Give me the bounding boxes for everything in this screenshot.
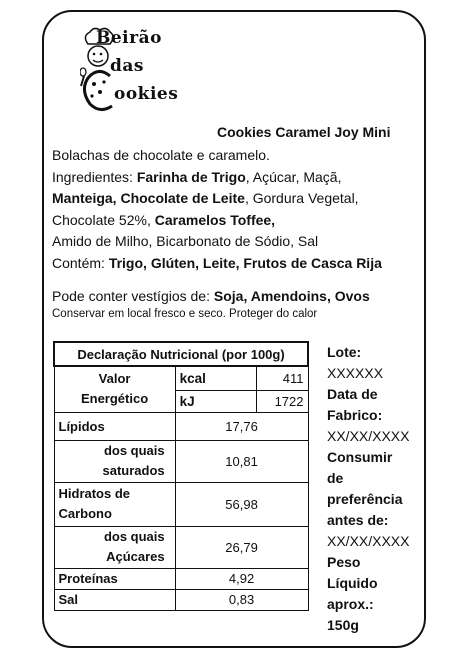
row-label-acucares (54, 526, 175, 568)
nutrition-table (53, 341, 309, 611)
ingredient-farinha: Farinha de Trigo (136, 168, 246, 185)
row-value-saturados: 10,81 (175, 440, 308, 482)
lote-value: XXXXXX (327, 365, 384, 381)
best-before-label-1: Consumir (327, 449, 393, 465)
saturados-line-1: dos quais (103, 443, 165, 458)
table-row (54, 412, 308, 440)
table-row (54, 589, 308, 610)
fabrico-value: XX/XX/XXXX (327, 428, 410, 444)
product-description: Bolachas de chocolate e caramelo. (52, 147, 270, 163)
energy-label-line-1: Valor (98, 371, 131, 387)
allergens-line (52, 253, 432, 275)
batch-info (327, 342, 422, 636)
kj-unit: kJ (175, 390, 256, 412)
kcal-unit: kcal (175, 366, 256, 390)
allergens-list: Trigo, Glúten, Leite, Frutos de Casca Rija (108, 254, 382, 271)
fabrico-label-2: Fabrico: (327, 407, 383, 423)
acucares-line-1: dos quais (103, 529, 165, 544)
row-value-hidratos: 56,98 (175, 482, 308, 526)
row-value-sal: 0,83 (175, 589, 308, 610)
row-label-saturados (54, 440, 175, 482)
lote-label: Lote: (327, 344, 362, 360)
product-description-block (52, 145, 432, 274)
ingredients-line-2 (52, 188, 432, 210)
traces-line (52, 288, 370, 304)
ingredients-line-1: Ingredientes: Farinha de Trigo, Açúcar, Maçã, (52, 168, 342, 185)
ingredients-prefix: Ingredientes: (52, 168, 133, 185)
energy-label-line-2: Energético (80, 391, 149, 407)
nutrition-header: Declaração Nutricional (por 100g) (54, 342, 308, 366)
product-title: Cookies Caramel Joy Mini (217, 124, 391, 140)
table-row (54, 526, 308, 568)
ingredient-chocolate-52: Chocolate 52%, (52, 211, 151, 228)
allergens-prefix: Contém: (52, 254, 105, 271)
hidratos-line-2: Carbono (58, 506, 112, 521)
kcal-value: 411 (256, 366, 308, 390)
traces-list: Soja, Amendoins, Ovos (213, 288, 370, 304)
logo-line-2: das (110, 56, 144, 76)
row-value-acucares: 26,79 (175, 526, 308, 568)
traces-prefix: Pode conter vestígios de: (52, 288, 210, 304)
row-value-lipidos: 17,76 (175, 412, 308, 440)
peso-label-2: Líquido (327, 575, 378, 591)
table-row (54, 568, 308, 589)
ingredient-acucar-maca: Açúcar, Maçã, (252, 168, 342, 185)
row-label-hidratos (54, 482, 175, 526)
ingredients-line-3 (52, 210, 432, 232)
table-row (54, 482, 308, 526)
ingredient-caramelos: Caramelos Toffee, (154, 211, 276, 228)
best-before-label-3: preferência (327, 491, 403, 507)
row-value-proteinas: 4,92 (175, 568, 308, 589)
best-before-value: XX/XX/XXXX (327, 533, 410, 549)
fabrico-label-1: Data de (327, 386, 378, 402)
storage-instructions: Conservar em local fresco e seco. Proteger do calor (52, 308, 318, 320)
brand-logo (80, 26, 190, 116)
best-before-label-2: de (327, 470, 344, 486)
peso-value: 150g (327, 617, 359, 633)
saturados-line-2: saturados (102, 463, 165, 478)
ingredients-line-4: Amido de Milho, Bicarbonato de Sódio, Sal (52, 233, 319, 249)
row-label-proteinas: Proteínas (54, 568, 175, 589)
kj-value: 1722 (256, 390, 308, 412)
peso-label-3: aprox.: (327, 596, 374, 612)
hidratos-line-1: Hidratos de (58, 486, 131, 501)
row-label-lipidos: Lípidos (54, 412, 175, 440)
row-label-sal: Sal (54, 589, 175, 610)
ingredient-gordura: , Gordura Vegetal, (244, 190, 359, 206)
peso-label-1: Peso (327, 554, 361, 570)
logo-line-3: ookies (114, 84, 179, 104)
acucares-line-2: Açúcares (106, 549, 165, 564)
ingredient-manteiga-chocolate: Manteiga, Chocolate de Leite (52, 190, 245, 206)
best-before-label-4: antes de: (327, 512, 389, 528)
energy-label (54, 366, 175, 412)
logo-line-1: Beirão (96, 28, 162, 48)
table-row (54, 440, 308, 482)
